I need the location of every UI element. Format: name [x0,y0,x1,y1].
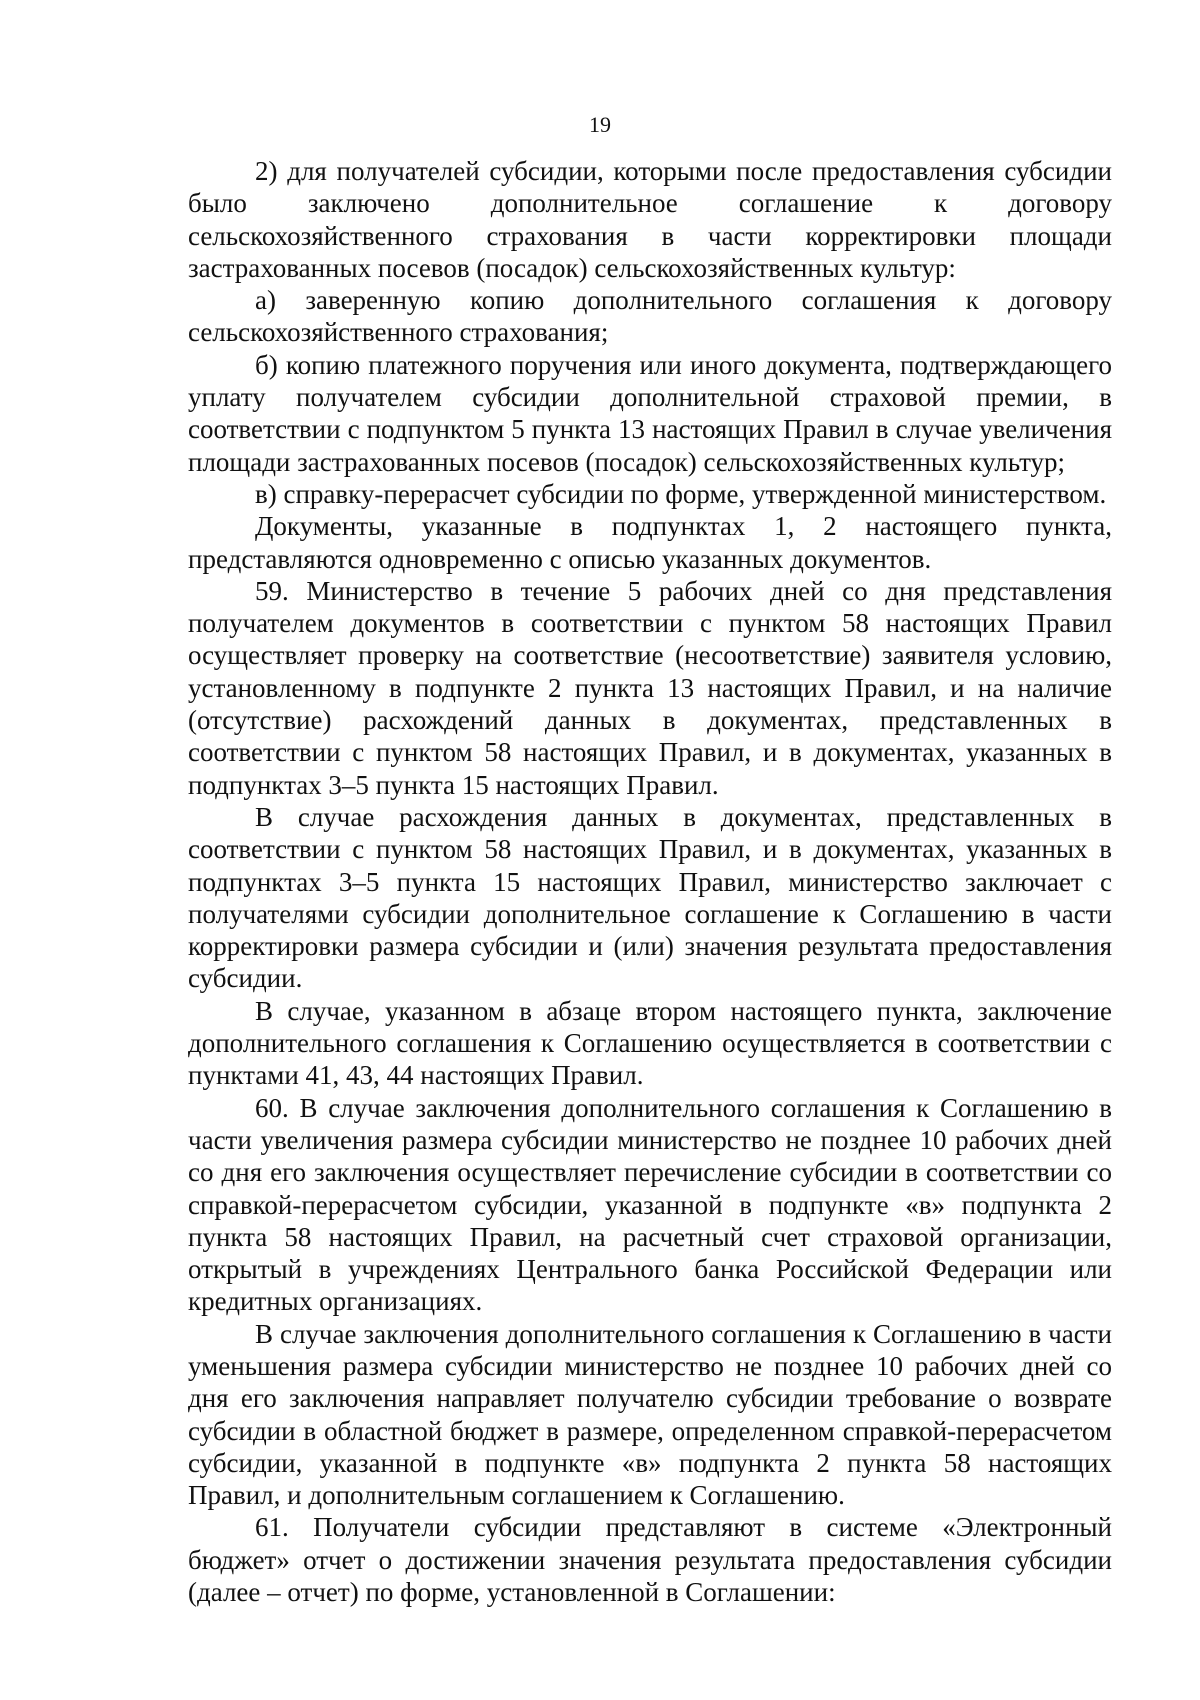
paragraph-59: 59. Министерство в течение 5 рабочих дней со дня представления получателем документов в соответствии с пунктом 58 настоящих Правил осуществляет проверку на соответствие (несоответствие) заявителя условию, установленному в подпункте 2 пункта 13 настоящих Правил, и на наличие (отсутствие) расхождений данных в документах, представленных в соответствии с пунктом 58 настоящих Правил, и в документах, указанных в подпунктах 3–5 пункта 15 настоящих Правил. [188,575,1112,800]
paragraph-58-2-a: а) заверенную копию дополнительного соглашения к договору сельскохозяйственного страхования; [188,285,1112,348]
document-body [188,155,1112,1608]
paragraph-58-2-b: б) копию платежного поручения или иного документа, подтверждающего уплату получателем субсидии дополнительной страховой премии, в соответствии с подпунктом 5 пункта 13 настоящих Правил в случае увеличения площади застрахованных посевов (посадок) сельскохозяйственных культур; [188,349,1112,477]
paragraph-58-documents: Документы, указанные в подпунктах 1, 2 настоящего пункта, представляются одновременно с описью указанных документов. [188,511,1112,574]
paragraph-59-agreement: В случае, указанном в абзаце втором настоящего пункта, заключение дополнительного соглашения к Соглашению осуществляется в соответствии с пунктами 41, 43, 44 настоящих Правил. [188,995,1112,1091]
page-number: 19 [589,112,611,137]
paragraph-61: 61. Получатели субсидии представляют в системе «Электронный бюджет» отчет о достижении значения результата предоставления субсидии (далее – отчет) по форме, установленной в Соглашении: [188,1512,1112,1608]
paragraph-58-2-v: в) справку-перерасчет субсидии по форме, утвержденной министерством. [255,478,1107,509]
paragraph-58-2: 2) для получателей субсидии, которыми после предоставления субсидии было заключено дополнительное соглашение к договору сельскохозяйственного страхования в части корректировки площади застрахованных посевов (посадок) сельскохозяйственных культур: [188,156,1112,283]
paragraph-60: 60. В случае заключения дополнительного соглашения к Соглашению в части увеличения размера субсидии министерство не позднее 10 рабочих дней со дня его заключения осуществляет перечисление субсидии в соответствии со справкой-перерасчетом субсидии, указанной в подпункте «в» подпункта 2 пункта 58 настоящих Правил, на расчетный счет страховой организации, открытый в учреждениях Центрального банка Российской Федерации или кредитных организациях. [188,1092,1112,1317]
paragraph-59-discrepancy: В случае расхождения данных в документах, представленных в соответствии с пунктом 58 настоящих Правил, и в документах, указанных в подпунктах 3–5 пункта 15 настоящих Правил, министерство заключает с получателями субсидии дополнительное соглашение к Соглашению в части корректировки размера субсидии и (или) значения результата предоставления субсидии. [188,801,1112,994]
paragraph-60-decrease: В случае заключения дополнительного соглашения к Соглашению в части уменьшения размера субсидии министерство не позднее 10 рабочих дней со дня его заключения направляет получателю субсидии требование о возврате субсидии в областной бюджет в размере, определенном справкой-перерасчетом субсидии, указанной в подпункте «в» подпункта 2 пункта 58 настоящих Правил, и дополнительным соглашением к Соглашению. [188,1318,1112,1511]
